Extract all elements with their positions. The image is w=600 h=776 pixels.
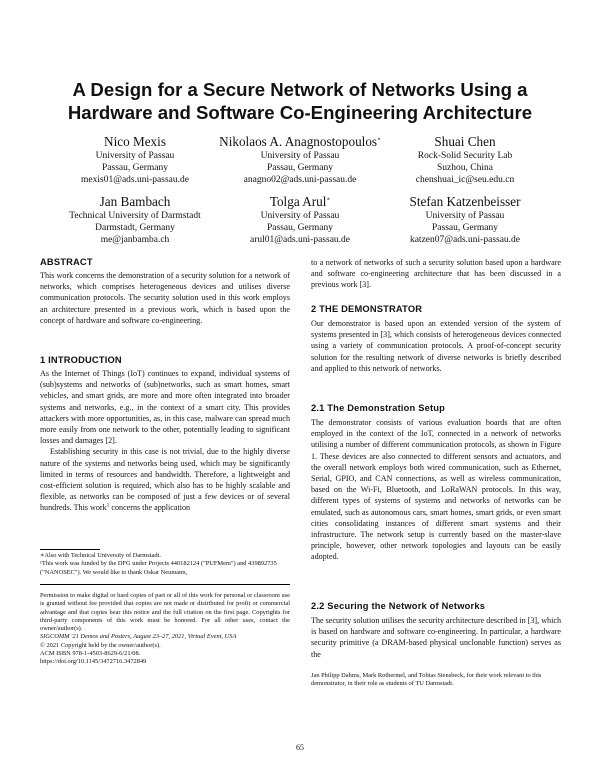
- footnote-marker: 1: [106, 502, 110, 509]
- continuation-paragraph: to a network of networks of such a security solution based upon a hardware and software co-engineering architecture that has been discussed in a previous work [3].: [311, 258, 561, 290]
- author-name: Tolga Arul: [269, 194, 327, 209]
- paper-title: [40, 78, 560, 124]
- footnote-affiliation: ∗Also with Technical University of Darmstadt.: [40, 552, 161, 559]
- abstract-paragraph: This work concerns the demonstration of a security solution for a network of networks, which comprises heterogeneous devices and utilises diverse communication protocols. The security solution used in this work employs an architecture presented in a previous work, which is based upon the concept of hardware and software co-engineering.: [40, 271, 290, 325]
- footnote-divider: [40, 549, 100, 550]
- abstract-text: [40, 270, 290, 326]
- author-name: Shuai Chen: [434, 134, 496, 149]
- isbn-text: ACM ISBN 978-1-4503-8629-6/21/08.: [40, 650, 141, 658]
- setup-paragraph: The demonstrator consists of various evaluation boards that are often employed in the context of the IoT, connected in a network of networks utilising a number of different communication protocols, as shown in Figure 1. These devices are also connected to different sensors and actuators, and the overall network employs both wired communication, such as Ethernet, Serial, GPIO, and CAN connections, as well as wireless communication, based on the Wi-Fi, Bluetooth, and LoRaWAN protocols. In this way, different types of systems of systems and networks of networks can be emulated, such as autonomous cars, smart homes, smart grids, or even smart cities consolidating instances of different smart systems and their infrastructure. The network setup is currently based on the master-slave principle, however, other network topologies and layouts can be easily adopted.: [311, 418, 561, 562]
- copyright-text: © 2021 Copyright held by the owner/author(s).: [40, 641, 161, 649]
- permission-text: Permission to make digital or hard copies of part or all of this work for personal or classroom use is granted without fee provided that copies are not made or distributed for profit or commercial advantage and that copies bear this notice and the full citation on the first page. Copyrights for third-party components of this work must be honored. For all other uses, contact the owner/author(s).: [40, 592, 290, 633]
- author-location: Passau, Germany: [102, 163, 168, 173]
- title-line-1: A Design for a Secure Network of Networks Using a: [72, 79, 528, 100]
- permission-block: [40, 592, 290, 667]
- author-affiliation: University of Passau: [260, 211, 340, 221]
- setup-text: [311, 417, 561, 563]
- author-email[interactable]: chenshuai_ic@seu.edu.cn: [415, 175, 515, 185]
- author-email[interactable]: mexis01@ads.uni-passau.de: [81, 175, 189, 185]
- abstract-heading: ABSTRACT: [40, 257, 93, 267]
- author-affiliation: University of Passau: [260, 151, 340, 161]
- title-line-2: Hardware and Software Co-Engineering Architecture: [67, 102, 533, 123]
- footnote-continuation: Jan Philipp Dahms, Mark Rothermel, and Tobias Stensbeck, for their work relevant to this demonstrator, in their role as students of TU Darmstadt.: [311, 672, 542, 688]
- footnotes: [40, 552, 290, 577]
- footnote-funding: ¹This work was funded by the DFG under Projects 440182124 ("PUFMem") and 439892735 ("NANOSEC"). We would like to thank Oskar Neumann,: [40, 560, 277, 576]
- conference-info: SIGCOMM '21 Demos and Posters, August 23–27, 2021, Virtual Event, USA: [40, 633, 237, 641]
- demonstrator-text: [311, 318, 561, 374]
- author-block: [60, 133, 210, 186]
- permission-divider: [40, 584, 290, 585]
- subsection-heading-securing: 2.2 Securing the Network of Networks: [311, 601, 486, 611]
- section-heading-demonstrator: 2 THE DEMONSTRATOR: [311, 304, 423, 314]
- author-name: Stefan Katzenbeisser: [409, 194, 521, 209]
- demonstrator-paragraph: Our demonstrator is based upon an extended version of the system of systems presented in [3], which consists of heterogeneous devices connected using a variety of communication protocols. A proof-of-concept security solution for the resulting network of diverse networks is briefly described and applied to this network of networks.: [311, 319, 561, 373]
- author-email[interactable]: anagno02@ads.uni-passau.de: [243, 175, 357, 185]
- intro-paragraph-1: As the Internet of Things (IoT) continues to expand, individual systems of (sub)systems and networks of (sub)networks, such as smart homes, smart vehicles, and smart grids, are more and more often integrated into broader systems and networks, e.g., in the context of a smart city. This provides attackers with more opportunities, as, in this case, malware can spread much more easily from one network to the other, potentially leading to significant losses and damages [2].: [40, 369, 290, 446]
- author-location: Darmstadt, Germany: [95, 223, 175, 233]
- author-affiliation: University of Passau: [425, 211, 505, 221]
- author-location: Passau, Germany: [267, 163, 333, 173]
- author-email[interactable]: me@janbamba.ch: [100, 235, 170, 245]
- introduction-text: [40, 368, 290, 514]
- page-number: 65: [296, 743, 304, 752]
- author-block: [60, 193, 210, 246]
- author-affiliation: University of Passau: [95, 151, 175, 161]
- subsection-heading-setup: 2.1 The Demonstration Setup: [311, 403, 446, 413]
- author-location: Passau, Germany: [267, 223, 333, 233]
- author-email[interactable]: arul01@ads.uni-passau.de: [249, 235, 351, 245]
- author-name: Nikolaos A. Anagnostopoulos: [219, 134, 378, 149]
- author-name: Jan Bambach: [99, 194, 171, 209]
- author-affiliation: Technical University of Darmstadt: [69, 211, 201, 221]
- section-heading-introduction: 1 INTRODUCTION: [40, 355, 122, 365]
- author-affiliation: Rock-Solid Security Lab: [417, 151, 513, 161]
- securing-text: [311, 615, 561, 660]
- doi-link[interactable]: https://doi.org/10.1145/3472716.3472849: [40, 658, 147, 666]
- author-block: [210, 133, 390, 186]
- author-block: [390, 193, 540, 246]
- securing-paragraph: The security solution utilises the security architecture described in [3], which is based on hardware and software co-engineering. In particular, a hardware security primitive (a DRAM-based physical unclonable function) serves as the: [311, 616, 561, 659]
- intro-paragraph-2: Establishing security in this case is not trivial, due to the highly diverse nature of the systems and networks being used, which may be significantly limited in terms of resources and bandwidth. Therefore, a lightweight and cost-efficient solution is required, which also has to be highly scalable and flexible, as networks can be composed of just a few devices or of several hundreds. This work$^1$ concerns the application: [40, 447, 290, 513]
- author-name: Nico Mexis: [104, 134, 166, 149]
- author-mark: ∗: [377, 136, 381, 143]
- author-location: Suzhou, China: [437, 163, 493, 173]
- author-block: [390, 133, 540, 186]
- author-block: [210, 193, 390, 246]
- author-email[interactable]: katzen07@ads.uni-passau.de: [409, 235, 521, 245]
- author-location: Passau, Germany: [432, 223, 498, 233]
- author-mark: ∗: [326, 196, 331, 203]
- continuation-text: [311, 257, 561, 291]
